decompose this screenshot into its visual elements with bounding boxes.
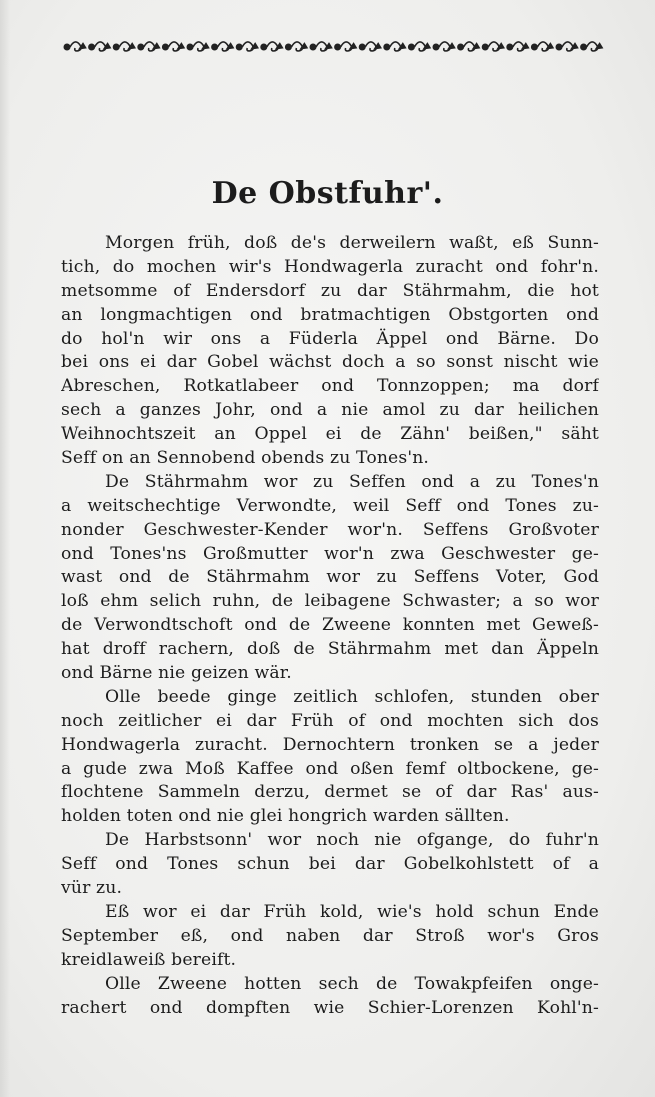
ornament-scroll [242,42,253,51]
ornament-scroll [316,42,327,51]
ornament-scroll [168,42,179,51]
text-line: Morgen früh, doß de's derweilern waßt, eß Sunn- [105,233,599,253]
ornament-scroll [267,42,278,51]
ornament-dot [482,44,488,50]
ornament-scroll [488,42,499,51]
text-line: Weihnochtszeit an Oppel ei de Zähn' beißen," säht [61,424,599,445]
text-line: noch zeitlicher ei dar Früh of ond mochten sich dos [61,710,599,731]
ornament-scroll [365,42,376,51]
text-line: De Harbstsonn' wor noch nie ofgange, do fuhr'n [105,830,599,851]
ornament-scroll [587,42,598,51]
text-line: Abreschen, Rotkatlabeer ond Tonnzoppen; ma dorf [61,376,599,397]
ornament-scroll [390,42,401,51]
ornament-scroll [144,42,155,51]
ornament-dot [531,44,537,50]
text-line: loß ehm selich ruhn, de leibagene Schwaster; a so wor [61,591,599,612]
ornament-scroll [414,42,425,51]
ornament-dot [212,44,218,50]
ornament-scroll [562,42,573,51]
ornament-dot [507,44,513,50]
text-line: de Verwondtschoft ond de Zweene konnten met Geweß- [61,615,599,636]
ornament-dot [261,44,267,50]
ornament-scroll [341,42,352,51]
text-line: kreidlaweiß bereift. [61,949,237,970]
ornament-scroll [513,42,524,51]
ornament-scroll [537,42,548,51]
ornament-scroll [193,42,204,51]
text-line: a gude zwa Moß Kaffee ond oßen femf oltbockene, ge- [61,758,599,779]
text-line: a weitschechtige Verwondte, weil Seff ond Tones zu- [61,495,599,516]
body-text [61,232,599,1020]
ornament-dot [113,44,119,50]
text-line: Seff ond Tones schun bei dar Gobelkohlstett of a [61,854,599,875]
text-line: do hol'n wir ons a Füderla Äppel ond Bärne. Do [61,328,599,349]
text-line: ond Tones'ns Großmutter wor'n zwa Geschwester ge- [61,543,599,564]
ornament-scroll [464,42,475,51]
ornament-dot [162,44,168,50]
text-line: an longmachtigen ond bratmachtigen Obstgorten ond [61,304,599,325]
text-line: sech a ganzes Johr, ond a nie amol zu dar heilichen [61,400,599,421]
text-line: Seff on an Sennobend obends zu Tones'n. [61,448,430,469]
text-line: ond Bärne nie geizen wär. [61,663,292,684]
ornament-scroll [70,42,81,51]
ornament-dot [310,44,316,50]
ornament-scroll [119,42,130,51]
ornament-dot [458,44,464,50]
text-line: tich, do mochen wir's Hondwagerla zuracht ond fohr'n. [61,256,599,277]
ornament-scroll [95,42,106,51]
text-line: De Stährmahm wor zu Seffen ond a zu Tones'n [105,471,599,492]
page-edge-shadow [0,0,10,1097]
text-line: nonder Geschwester-Kender wor'n. Seffens Großvoter [61,519,599,540]
text-line: Olle Zweene hotten sech de Towakpfeifen onge- [105,973,599,994]
ornament-dot [408,44,414,50]
ornament-dot [556,44,562,50]
text-line: flochtene Sammeln derzu, dermet se of dar Ras' aus- [61,782,599,803]
ornament-scroll [218,42,229,51]
decorative-header-border [60,36,610,54]
ornament-dot [138,44,144,50]
ornament-dot [433,44,439,50]
text-line: metsomme of Endersdorf zu dar Stährmahm, die hot [61,280,599,301]
text-line: rachert ond dompften wie Schier-Lorenzen Kohl'n- [61,997,599,1018]
text-line: vür zu. [61,878,123,899]
text-line: September eß, ond naben dar Stroß wor's Gros [61,925,599,946]
text-line: Eß wor ei dar Früh kold, wie's hold schun Ende [105,901,599,922]
text-line: Hondwagerla zuracht. Dernochtern tronken se a jeder [61,734,599,755]
text-line: bei ons ei dar Gobel wächst doch a so sonst nischt wie [61,352,599,373]
ornament-dot [581,44,587,50]
ornament-dot [285,44,291,50]
ornament-dot [335,44,341,50]
ornament-dot [236,44,242,50]
text-line: holden toten ond nie glei hongrich warden sällten. [61,806,510,827]
ornament-scroll [439,42,450,51]
ornament-dot [187,44,193,50]
text-line: wast ond de Stährmahm wor zu Seffens Voter, God [61,567,599,588]
ornament-dot [359,44,365,50]
chapter-title: De Obstfuhr'. [211,176,444,211]
text-line: Olle beede ginge zeitlich schlofen, stunden ober [105,686,599,707]
ornament-dot [64,44,70,50]
ornament-dot [89,44,95,50]
text-line: hat droff rachern, doß de Stährmahm met dan Äppeln [61,639,599,660]
ornament-scroll [291,42,302,51]
ornament-dot [384,44,390,50]
